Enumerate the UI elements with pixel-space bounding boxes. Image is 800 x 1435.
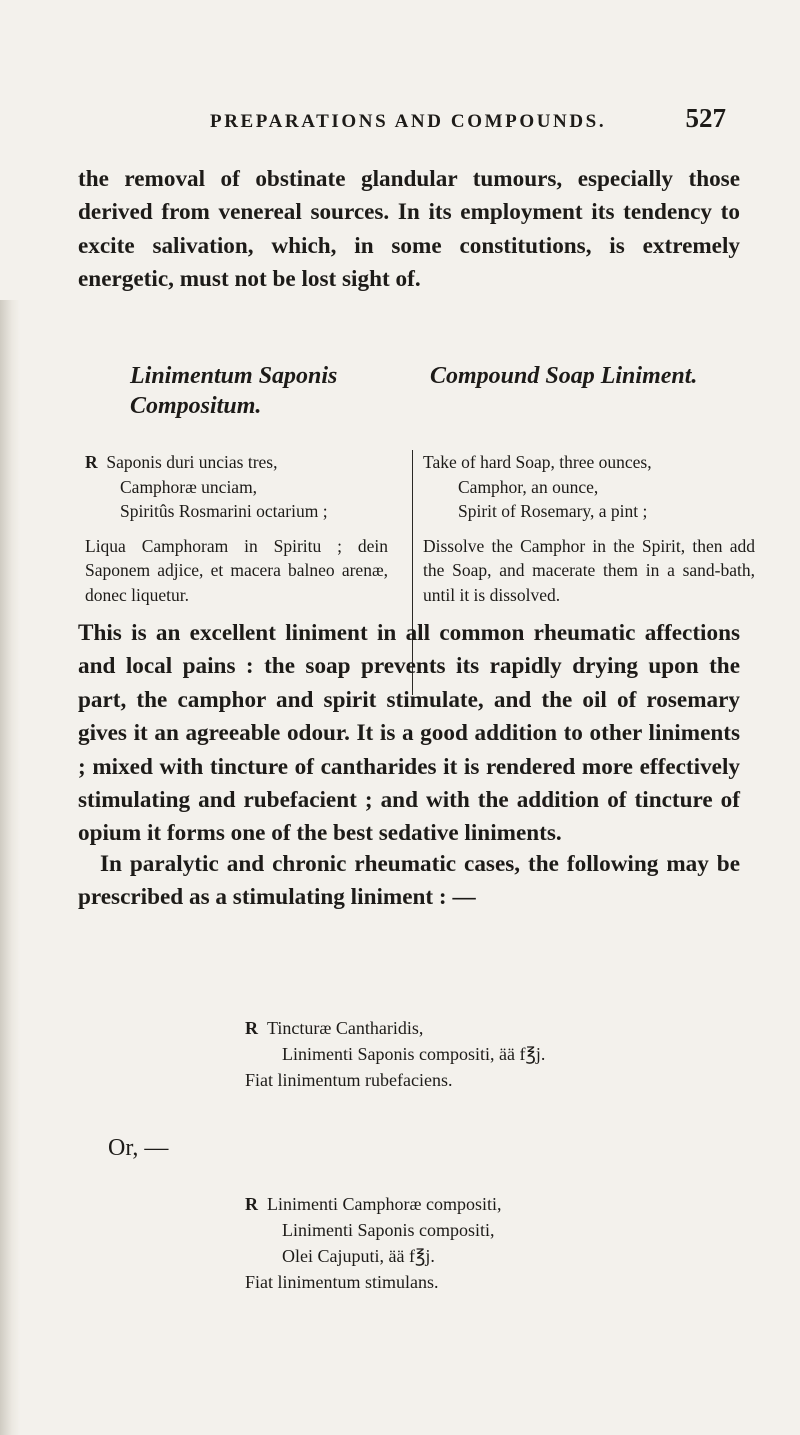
page-gutter-shadow <box>0 300 20 1435</box>
formula-1-line-1-text: Tincturæ Cantharidis, <box>267 1018 424 1038</box>
latin-title-line-1: Linimentum Saponis <box>130 363 338 389</box>
latin-ingredient-2: Camphoræ unciam, <box>120 476 258 497</box>
latin-recipe-title <box>130 361 370 421</box>
formula-1 <box>245 1015 725 1093</box>
english-directions: Dissolve the Camphor in the Spirit, then add the Soap, and macerate them in a sand-bath, until it is dissolved. <box>423 535 755 605</box>
english-ingredient-2: Camphor, an ounce, <box>458 476 599 497</box>
latin-ingredient-1 <box>85 450 388 475</box>
formula-1-line-2: Linimenti Saponis compositi, ää f℥j. <box>282 1044 546 1064</box>
english-recipe-title: Compound Soap Liniment. <box>430 363 698 389</box>
page-number: 527 <box>685 103 726 133</box>
formula-2-line-3: Olei Cajuputi, ää f℥j. <box>282 1246 435 1266</box>
formula-2-line-4: Fiat linimentum stimulans. <box>245 1272 439 1292</box>
english-ingredient-3: Spirit of Rosemary, a pint ; <box>458 501 648 521</box>
running-title: PREPARATIONS AND COMPOUNDS. <box>210 111 607 132</box>
formula-2-line-1-text: Linimenti Camphoræ compositi, <box>267 1194 502 1214</box>
or-label: Or, — <box>108 1135 169 1161</box>
formula-1-line-3: Fiat linimentum rubefaciens. <box>245 1070 453 1090</box>
running-head <box>78 103 738 143</box>
formula-1-line-1 <box>245 1015 725 1041</box>
english-ingredient-1: Take of hard Soap, three ounces, <box>423 452 652 472</box>
body-paragraph-1: This is an excellent liniment in all common rheumatic affections and local pains : the soap prevents its rapidly drying upon the part, the camphor and spirit stimulate, and the oil of rosemary gives it an agreeable odour. It is a good addition to other liniments ; mixed with tincture of cantharides it is rendered more effectively stimulating and rubefacient ; and with the addition of tincture of opium it forms one of the best sedative liniments. <box>78 620 740 847</box>
latin-recipe-column <box>85 450 388 607</box>
rx-mark: R <box>245 1018 258 1038</box>
formula-2-line-2: Linimenti Saponis compositi, <box>282 1220 495 1240</box>
rx-mark: R <box>85 452 98 472</box>
latin-ingredient-3: Spiritûs Rosmarini octarium ; <box>120 501 328 521</box>
latin-directions: Liqua Camphoram in Spiritu ; dein Saponem adjice, et macera balneo arenæ, donec liquetur. <box>85 535 388 605</box>
latin-title-line-2: Compositum. <box>130 393 262 419</box>
rx-mark: R <box>245 1194 258 1214</box>
body-paragraph-2: In paralytic and chronic rheumatic cases, the following may be prescribed as a stimulating liniment : — <box>78 851 740 911</box>
intro-paragraph: the removal of obstinate glandular tumours, especially those derived from venereal sources. In its employment its tendency to excite salivation, which, in some constitutions, is extremely energetic, must not be lost sight of. <box>78 166 740 293</box>
latin-ingredient-1-text: Saponis duri uncias tres, <box>106 452 278 472</box>
formula-2 <box>245 1191 725 1295</box>
formula-2-line-1 <box>245 1191 725 1217</box>
